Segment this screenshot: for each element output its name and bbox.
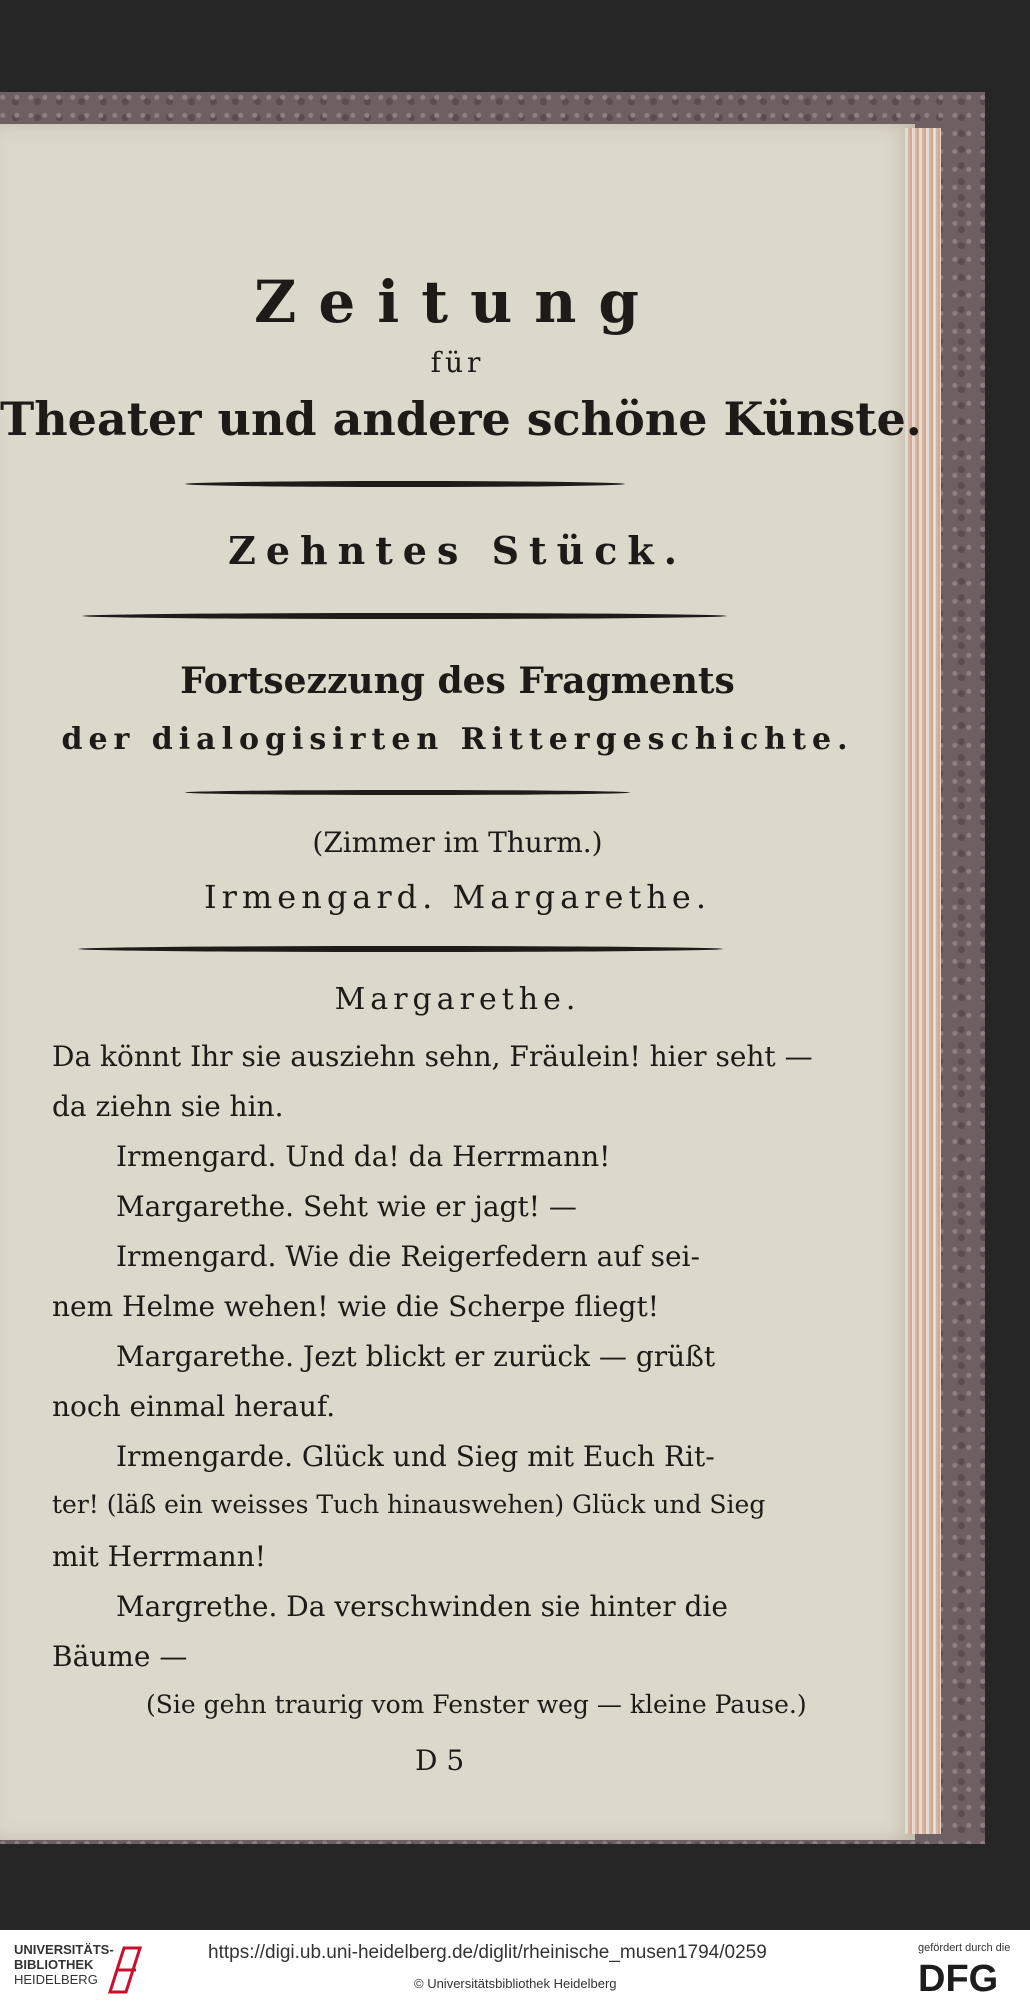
text-line: Bäume — bbox=[52, 1640, 188, 1673]
section-heading-1: Fortsezzung des Fragments bbox=[180, 660, 735, 702]
title-fuer: für bbox=[430, 346, 485, 379]
dfg-logo: DFG bbox=[918, 1958, 999, 2000]
logo-line: HEIDELBERG bbox=[14, 1972, 98, 1987]
text-line: nem Helme wehen! wie die Scherpe fliegt! bbox=[52, 1290, 659, 1323]
logo-line: UNIVERSITÄTS- bbox=[14, 1942, 114, 1957]
ornament-rule bbox=[185, 790, 630, 795]
ub-logo-text bbox=[14, 1942, 114, 1987]
page-signature: D 5 bbox=[415, 1744, 465, 1777]
section-heading-2: der dialogisirten Rittergeschichte. bbox=[61, 722, 854, 757]
funding-note: gefördert durch die bbox=[918, 1942, 1011, 1954]
logo-line: BIBLIOTHEK bbox=[14, 1957, 94, 1972]
text-line: Irmengard. Und da! da Herrmann! bbox=[116, 1140, 611, 1173]
text-line: Irmengarde. Glück und Sieg mit Euch Rit- bbox=[116, 1440, 715, 1473]
scene-direction: (Zimmer im Thurm.) bbox=[312, 826, 603, 859]
text-line: Margarethe. Seht wie er jagt! — bbox=[116, 1190, 577, 1223]
text-line: da ziehn sie hin. bbox=[52, 1090, 284, 1123]
issue-heading: Zehntes Stück. bbox=[228, 528, 687, 573]
text-line: noch einmal herauf. bbox=[52, 1390, 336, 1423]
text-line: Margarethe. Jezt blickt er zurück — grüßt bbox=[116, 1340, 716, 1373]
rule-2 bbox=[82, 613, 727, 619]
page-edges bbox=[905, 128, 941, 1834]
rule-1 bbox=[185, 481, 625, 487]
text-line: ter! (läß ein weisses Tuch hinauswehen) Glück und Sieg bbox=[52, 1490, 766, 1519]
speaker-heading: Margarethe. bbox=[334, 982, 581, 1017]
copyright: © Universitätsbibliothek Heidelberg bbox=[414, 1976, 617, 1991]
rule-3 bbox=[78, 946, 723, 952]
title-zeitung: Zeitung bbox=[254, 268, 661, 336]
text-line: Margrethe. Da verschwinden sie hinter die bbox=[116, 1590, 728, 1623]
text-line: mit Herrmann! bbox=[52, 1540, 266, 1573]
viewer-footer bbox=[0, 1930, 1030, 2008]
ub-logo-icon bbox=[104, 1940, 146, 1998]
permalink[interactable]: https://digi.ub.uni-heidelberg.de/diglit/rheinische_musen1794/0259 bbox=[208, 1942, 767, 1963]
text-line: Irmengard. Wie die Reigerfedern auf sei- bbox=[116, 1240, 700, 1273]
character-list: Irmengard. Margarethe. bbox=[203, 878, 712, 916]
stage-direction: (Sie gehn traurig vom Fenster weg — kleine Pause.) bbox=[146, 1690, 807, 1719]
title-theater: Theater und andere schöne Künste. bbox=[0, 392, 922, 446]
text-line: Da könnt Ihr sie ausziehn sehn, Fräulein! hier seht — bbox=[52, 1040, 813, 1073]
